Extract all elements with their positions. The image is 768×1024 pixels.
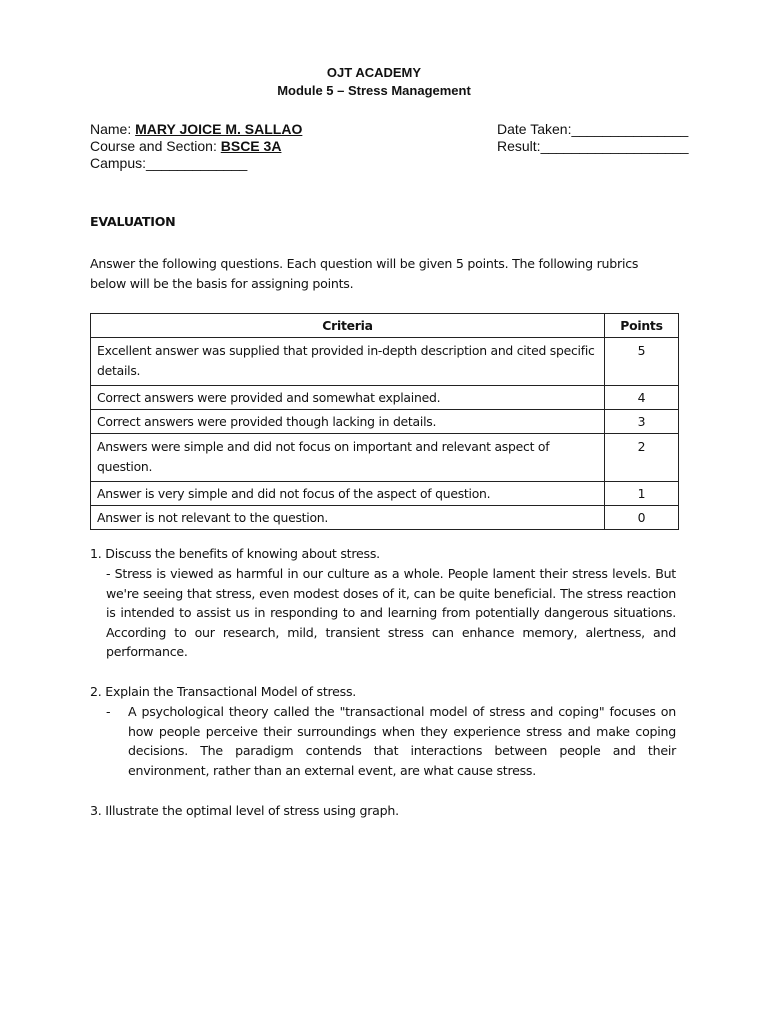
rubric-points: 3 xyxy=(605,410,679,434)
question-1: 1. Discuss the benefits of knowing about stress. xyxy=(90,546,380,561)
date-label: Date Taken: xyxy=(497,121,572,137)
rubric-points: 2 xyxy=(605,434,679,482)
instructions: Answer the following questions. Each question will be given 5 points. The following rubrics below will be the basis for assigning points. xyxy=(90,256,639,291)
rubric-row xyxy=(91,482,679,506)
date-blank: _______________ xyxy=(571,121,689,137)
rubric-criteria: Excellent answer was supplied that provided in-depth description and cited specific details. xyxy=(91,338,605,386)
answer-2: A psychological theory called the "transactional model of stress and coping" focuses on how people perceive their surroundings when they experience stress and make coping decisions. The paradigm contends that interactions between people and their environment, rather than an external event, are what cause stress. xyxy=(128,704,676,778)
rubric-criteria: Correct answers were provided and somewhat explained. xyxy=(91,386,605,410)
rubric-criteria: Correct answers were provided though lacking in details. xyxy=(91,410,605,434)
date-line xyxy=(497,121,688,138)
result-line xyxy=(497,138,689,155)
org-title: OJT ACADEMY xyxy=(326,65,422,80)
rubric-points: 0 xyxy=(605,506,679,530)
rubric-criteria: Answers were simple and did not focus on important and relevant aspect of question. xyxy=(91,434,605,482)
result-label: Result: xyxy=(497,138,541,154)
rubric-points: 1 xyxy=(605,482,679,506)
rubric-criteria: Answer is very simple and did not focus of the aspect of question. xyxy=(91,482,605,506)
name-value: MARY JOICE M. SALLAO xyxy=(135,121,303,137)
answer-1: - Stress is viewed as harmful in our culture as a whole. People lament their stress levels. But we're seeing that stress, even modest doses of it, can be quite beneficial. The stress reaction is intended to assist us in responding to and learning from potentially dangerous situations. According to our research, mild, transient stress can enhance memory, alertness, and performance. xyxy=(106,566,676,660)
campus-line xyxy=(90,155,247,172)
criteria-header: Criteria xyxy=(91,314,605,338)
rubric-table xyxy=(90,313,679,530)
rubric-points: 4 xyxy=(605,386,679,410)
rubric-row xyxy=(91,338,679,386)
result-blank: ___________________ xyxy=(540,138,689,154)
name-line xyxy=(90,121,302,138)
course-value: BSCE 3A xyxy=(220,138,282,154)
rubric-row xyxy=(91,410,679,434)
module-title: Module 5 – Stress Management xyxy=(277,83,471,98)
rubric-row xyxy=(91,434,679,482)
rubric-criteria: Answer is not relevant to the question. xyxy=(91,506,605,530)
rubric-row xyxy=(91,506,679,530)
campus-label: Campus: xyxy=(90,155,147,171)
points-header: Points xyxy=(605,314,679,338)
answer-2-bullet: - xyxy=(106,704,111,719)
name-label: Name: xyxy=(90,121,136,137)
rubric-row xyxy=(91,386,679,410)
campus-blank: _____________ xyxy=(146,155,248,171)
course-label: Course and Section: xyxy=(90,138,221,154)
question-2: 2. Explain the Transactional Model of stress. xyxy=(90,684,357,699)
question-3: 3. Illustrate the optimal level of stress using graph. xyxy=(90,803,399,818)
rubric-header-row xyxy=(91,314,679,338)
evaluation-heading: EVALUATION xyxy=(90,214,176,229)
rubric-points: 5 xyxy=(605,338,679,386)
course-line xyxy=(90,138,281,155)
